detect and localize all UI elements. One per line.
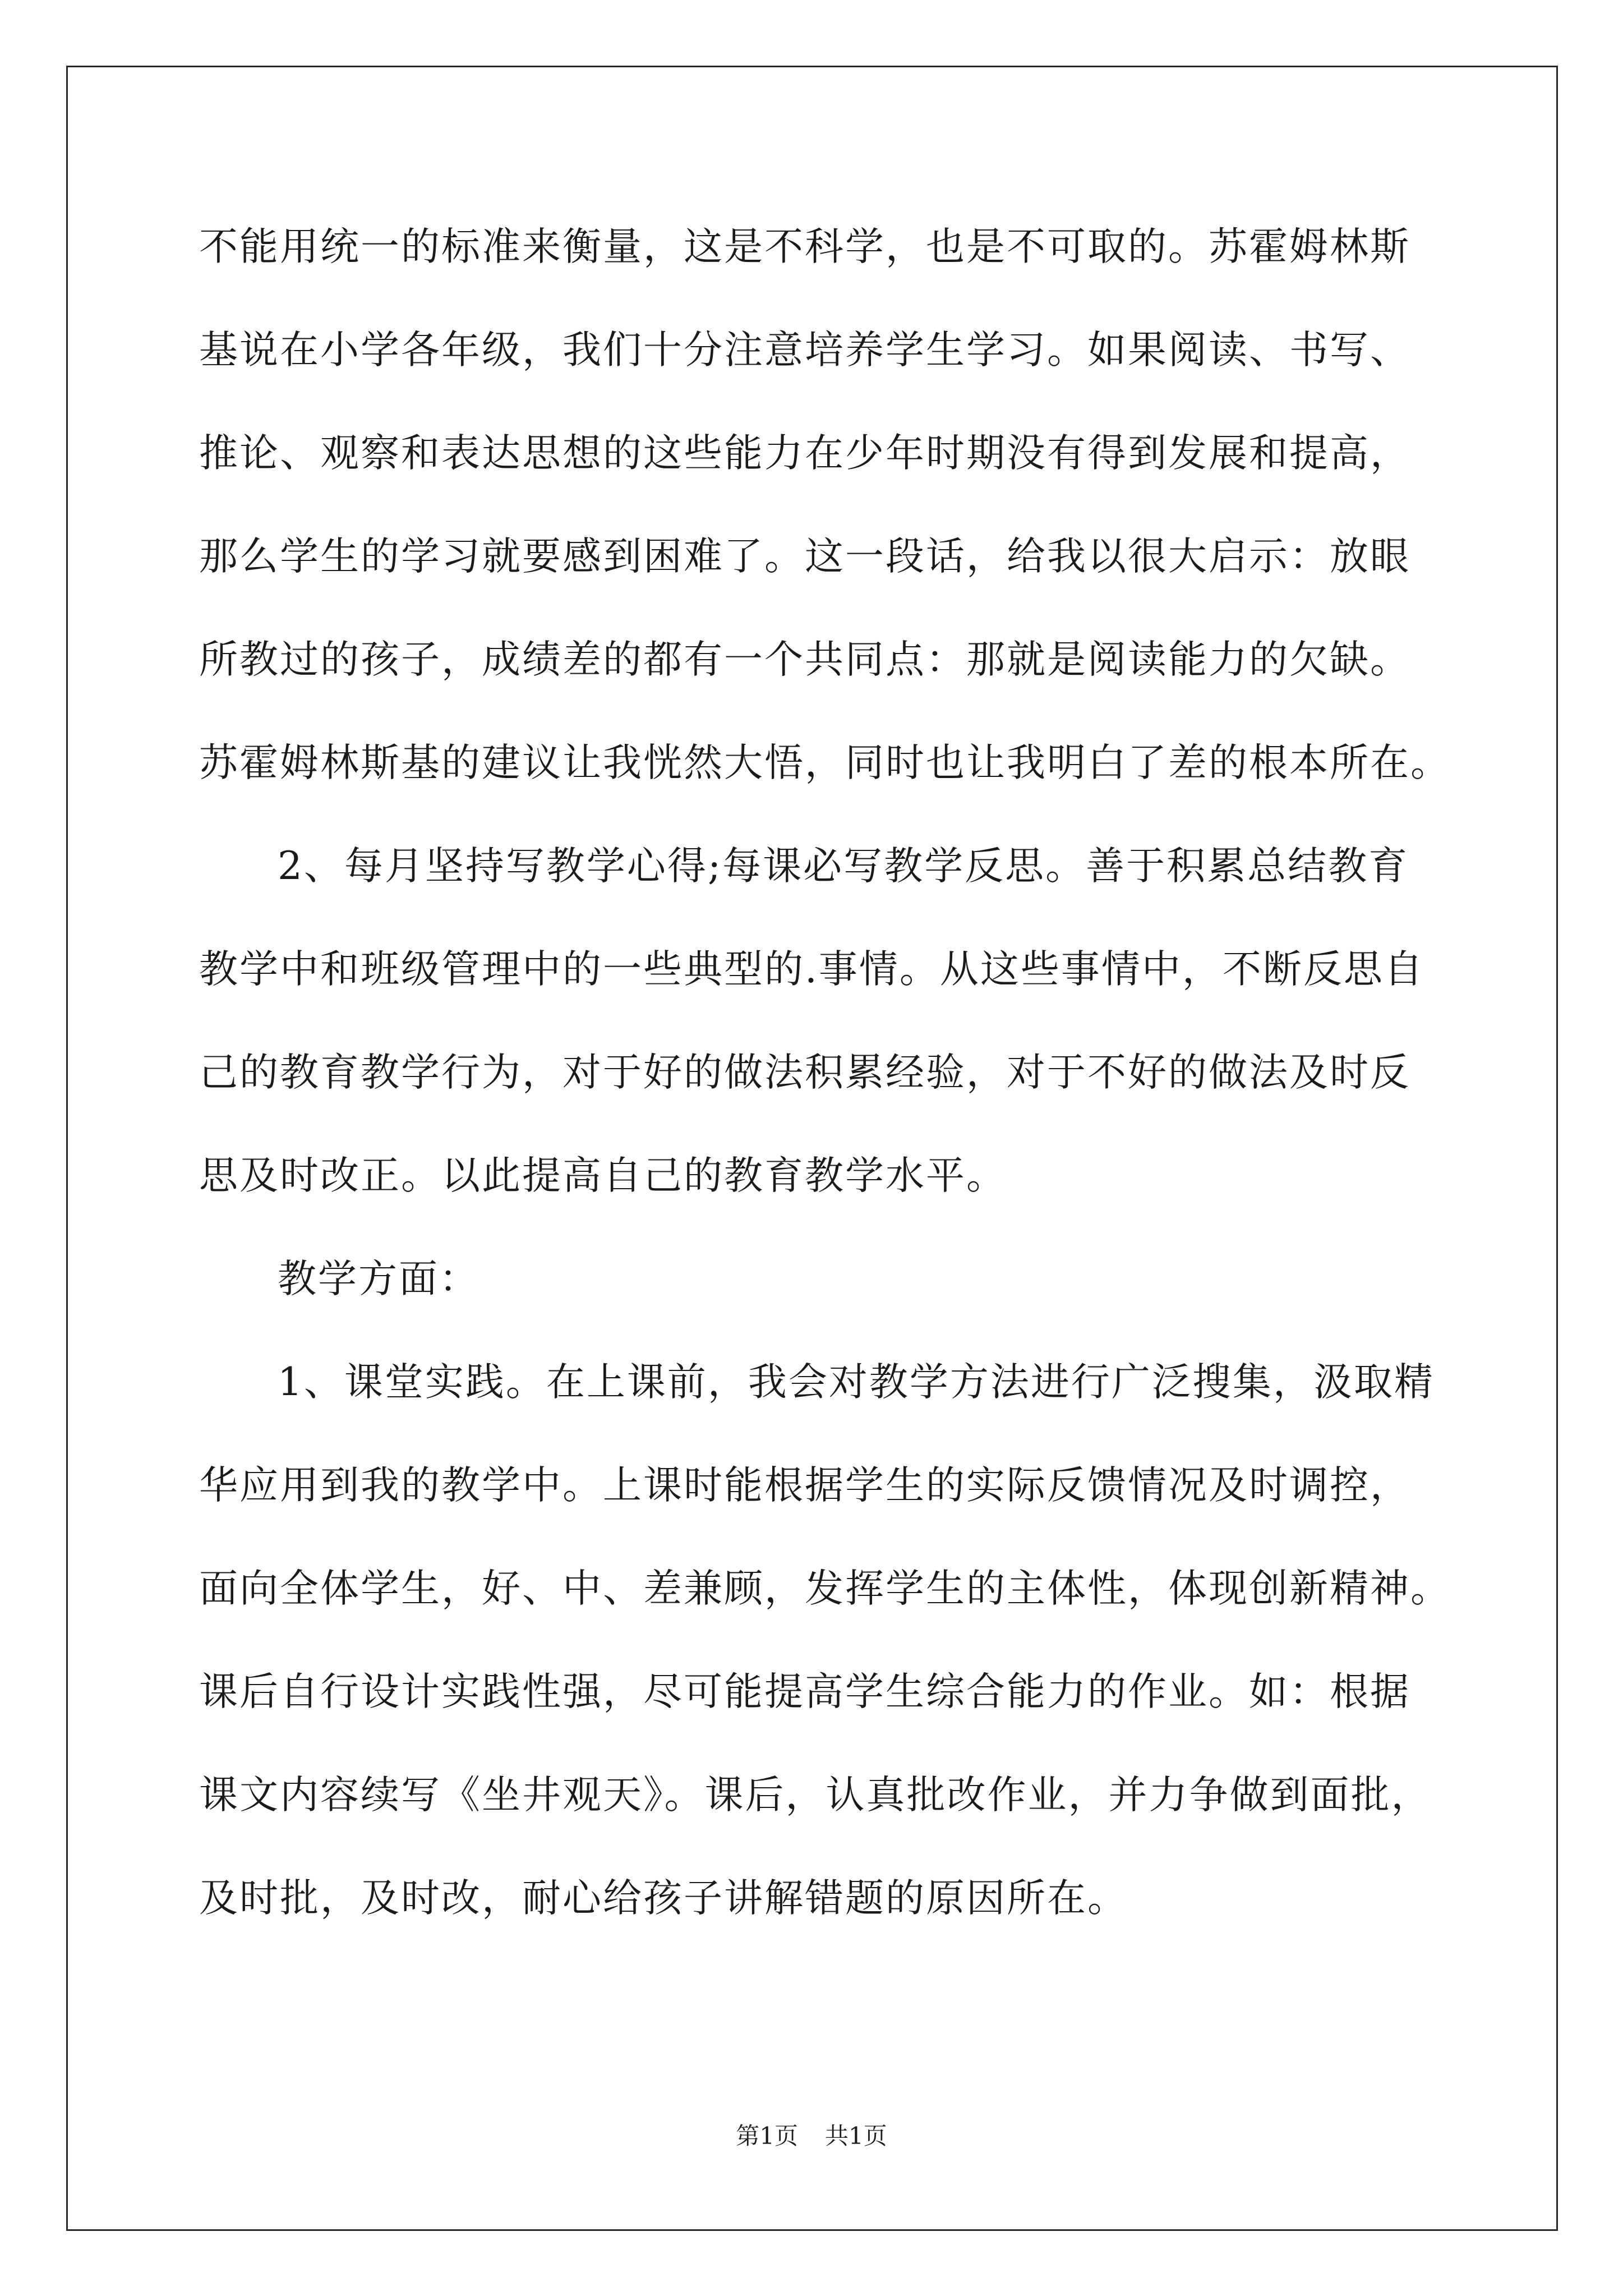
page-total: 共1页	[825, 2122, 887, 2150]
text-line: 己的教育教学行为，对于好的做法积累经验，对于不好的做法及时反	[199, 1050, 1410, 1095]
text-line: 苏霍姆林斯基的建议让我恍然大悟，同时也让我明白了差的根本所在。	[199, 740, 1451, 785]
text-line: 及时批，及时改，耐心给孩子讲解错题的原因所在。	[199, 1876, 1128, 1921]
section-heading: 教学方面：	[278, 1257, 479, 1301]
text-line: 华应用到我的教学中。上课时能根据学生的实际反馈情况及时调控，	[199, 1463, 1410, 1508]
text-line: 课后自行设计实践性强，尽可能提高学生综合能力的作业。如：根据	[199, 1669, 1410, 1714]
text-line: 思及时改正。以此提高自己的教育教学水平。	[199, 1153, 1007, 1198]
text-line: 基说在小学各年级，我们十分注意培养学生学习。如果阅读、书写、	[199, 328, 1410, 372]
text-line: 推论、观察和表达思想的这些能力在少年时期没有得到发展和提高，	[199, 431, 1410, 476]
page-footer	[0, 2119, 1623, 2153]
page-number: 第1页	[736, 2122, 798, 2150]
text-line: 那么学生的学习就要感到困难了。这一段话，给我以很大启示：放眼	[199, 534, 1410, 579]
paragraph-start-line: 2、每月坚持写教学心得;每课必写教学反思。善于积累总结教育	[278, 844, 1409, 889]
text-line: 面向全体学生，好、中、差兼顾，发挥学生的主体性，体现创新精神。	[199, 1566, 1451, 1611]
text-line: 不能用统一的标准来衡量，这是不科学，也是不可取的。苏霍姆林斯	[199, 224, 1410, 269]
paragraph-start-line: 1、课堂实践。在上课前，我会对教学方法进行广泛搜集，汲取精	[278, 1360, 1435, 1405]
text-line: 所教过的孩子，成绩差的都有一个共同点：那就是阅读能力的欠缺。	[199, 637, 1410, 682]
document-body	[199, 216, 1451, 1971]
text-line: 课文内容续写《坐井观天》。课后，认真批改作业，并力争做到面批，	[199, 1773, 1432, 1818]
text-line: 教学中和班级管理中的一些典型的.事情。从这些事情中，不断反思自	[199, 947, 1424, 992]
